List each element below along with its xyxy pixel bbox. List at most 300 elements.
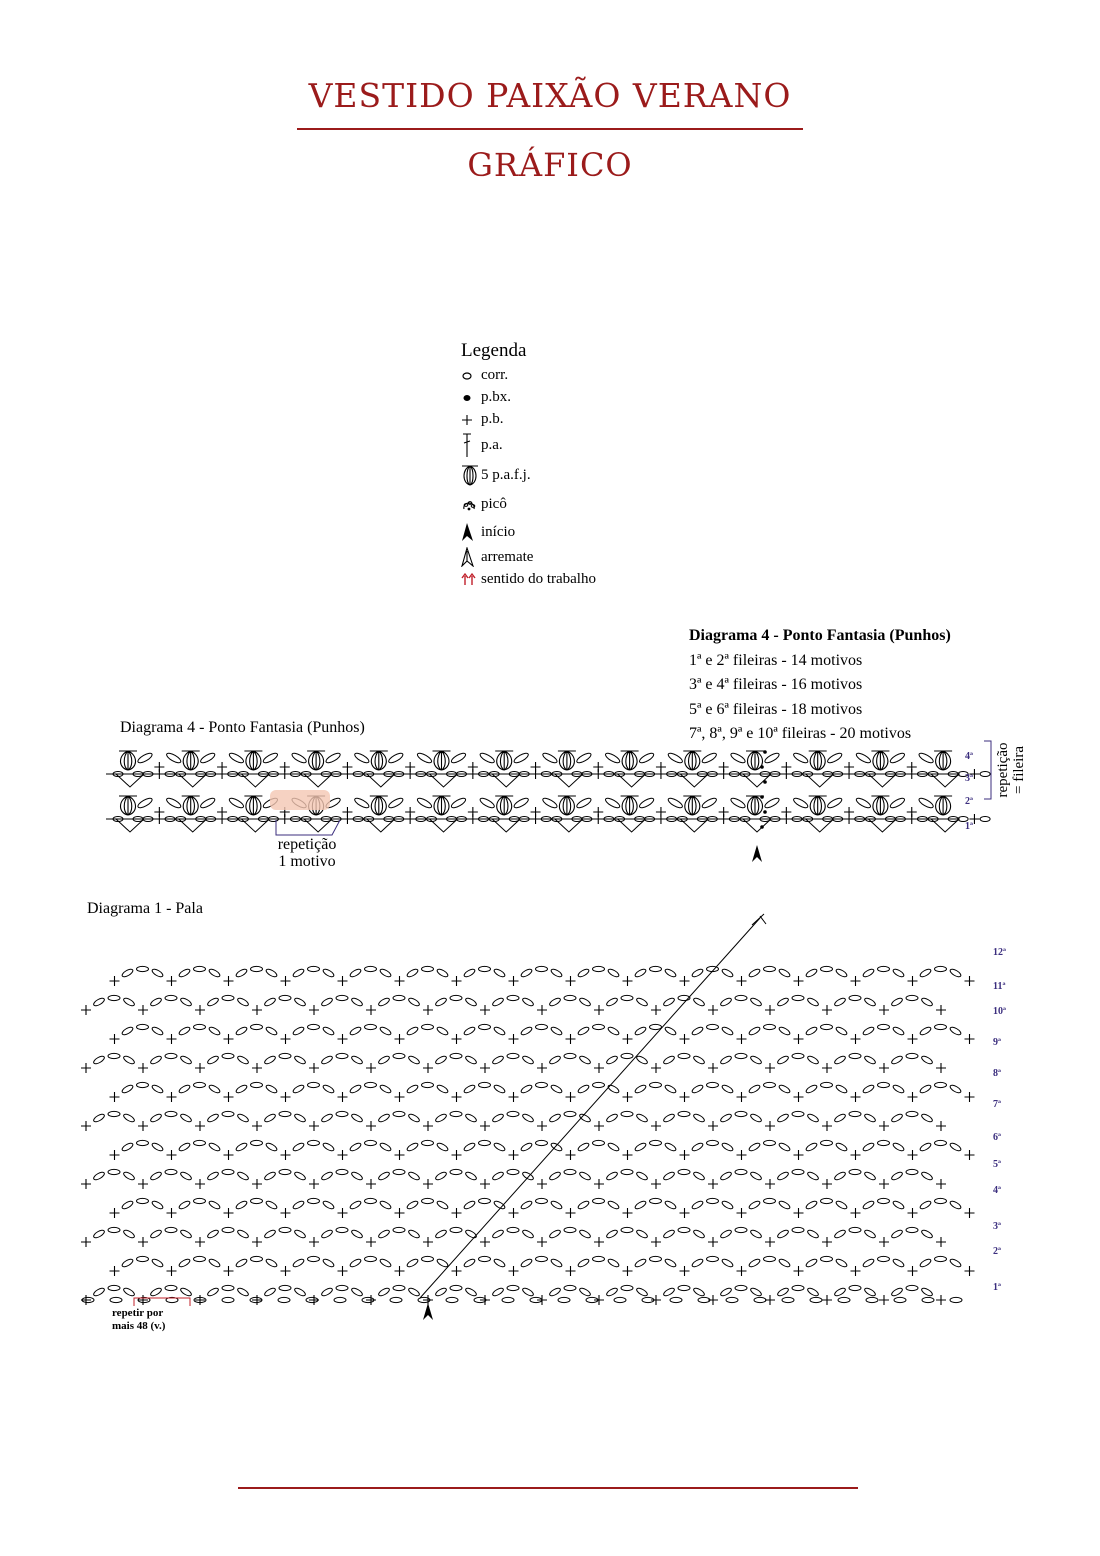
cluster-stitch-mark	[871, 796, 889, 815]
single-crochet-mark	[908, 1150, 918, 1160]
chain-stitch-mark	[549, 1287, 562, 1298]
chain-stitch-mark	[807, 1287, 820, 1298]
chain-stitch-mark	[321, 1171, 334, 1182]
chain-stitch-mark	[264, 1113, 277, 1124]
chain-stitch-mark	[821, 1256, 833, 1261]
single-crochet-mark	[509, 976, 519, 986]
chain-stitch-mark	[308, 1256, 320, 1261]
chain-stitch-mark	[577, 1084, 590, 1095]
single-crochet-mark	[395, 1266, 405, 1276]
chain-stitch-mark	[123, 1229, 136, 1240]
single-crochet-mark	[81, 1237, 91, 1247]
single-crochet-mark	[138, 1121, 148, 1131]
chain-stitch-mark	[878, 1198, 890, 1203]
chain-stitch-mark	[720, 1229, 733, 1240]
chain-stitch-mark	[691, 1258, 704, 1269]
chain-stitch-mark	[492, 1055, 505, 1066]
chain-stitch-mark	[720, 1171, 733, 1182]
single-crochet-mark	[167, 976, 177, 986]
chain-stitch-mark	[208, 1142, 221, 1153]
chain-stitch-mark	[777, 1113, 790, 1124]
cluster-stitch-mark	[370, 751, 388, 770]
single-crochet-mark	[965, 1150, 975, 1160]
chain-stitch-mark	[222, 1227, 234, 1232]
chain-stitch-mark	[721, 1142, 734, 1153]
chain-stitch-mark	[208, 968, 221, 979]
chain-stitch-mark	[294, 1055, 307, 1066]
single-crochet-mark	[452, 1034, 462, 1044]
chain-stitch-mark	[121, 1200, 134, 1211]
chain-stitch-mark	[349, 1258, 362, 1269]
single-crochet-mark	[851, 976, 861, 986]
chain-stitch-mark	[792, 1227, 804, 1232]
single-crochet-mark	[452, 1266, 462, 1276]
chain-stitch-mark	[621, 1053, 633, 1058]
single-crochet-mark	[167, 1150, 177, 1160]
chain-stitch-mark	[387, 751, 404, 764]
chain-stitch-mark	[180, 997, 193, 1008]
chain-stitch-mark	[764, 1140, 776, 1145]
chain-stitch-mark	[849, 1169, 861, 1174]
chain-stitch-mark	[408, 1113, 421, 1124]
chain-stitch-mark	[792, 1111, 804, 1116]
chain-stitch-mark	[564, 1227, 576, 1232]
single-crochet-mark	[651, 1179, 661, 1189]
chain-stitch-mark	[748, 1200, 761, 1211]
single-crochet-mark	[110, 1208, 120, 1218]
chain-stitch-mark	[564, 1111, 576, 1116]
single-crochet-mark	[879, 1295, 889, 1305]
chain-stitch-mark	[379, 1026, 392, 1037]
chain-stitch-mark	[151, 1200, 164, 1211]
single-crochet-mark	[594, 1005, 604, 1015]
chain-stitch-mark	[663, 1229, 676, 1240]
chain-stitch-mark	[151, 1084, 164, 1095]
chain-stitch-mark	[826, 751, 843, 764]
chain-stitch-mark	[507, 995, 519, 1000]
single-crochet-mark	[366, 1179, 376, 1189]
chain-stitch-mark	[949, 1084, 962, 1095]
chain-stitch-mark	[194, 1140, 206, 1145]
chain-stitch-mark	[778, 1142, 791, 1153]
chain-stitch-mark	[663, 1171, 676, 1182]
chain-stitch-mark	[777, 997, 790, 1008]
chain-stitch-mark	[378, 1229, 391, 1240]
chain-stitch-mark	[279, 1169, 291, 1174]
chain-stitch-mark	[463, 1142, 476, 1153]
diagram1-row-label: 12ª	[993, 947, 1006, 958]
chain-stitch-mark	[878, 1082, 890, 1087]
cluster-stitch-icon	[461, 463, 479, 487]
chain-stitch-mark	[479, 751, 496, 764]
chain-stitch-mark	[730, 751, 747, 764]
chain-stitch-mark	[108, 995, 120, 1000]
chain-stitch-mark	[353, 796, 370, 809]
chain-stitch-mark	[664, 1084, 677, 1095]
chain-stitch-mark	[108, 1053, 120, 1058]
chain-stitch-mark	[450, 751, 467, 764]
chain-stitch-mark	[199, 796, 216, 809]
chain-stitch-mark	[707, 1024, 719, 1029]
start-arrow-mark	[423, 1303, 433, 1320]
chain-stitch-mark	[606, 997, 619, 1008]
chain-stitch-mark	[735, 1227, 747, 1232]
single-crochet-mark	[395, 1208, 405, 1218]
single-crochet-mark	[765, 1121, 775, 1131]
chain-stitch-mark	[379, 1084, 392, 1095]
chain-stitch-mark	[864, 1287, 877, 1298]
chain-stitch-mark	[465, 1171, 478, 1182]
single-crochet-mark	[309, 1121, 319, 1131]
chain-stitch-mark	[151, 1258, 164, 1269]
chain-stitch-mark	[493, 1142, 506, 1153]
slip-stitch-mark	[763, 810, 767, 814]
chain-stitch-mark	[862, 1142, 875, 1153]
chain-stitch-mark	[604, 796, 621, 809]
single-crochet-mark	[366, 1121, 376, 1131]
single-crochet-mark	[480, 1295, 490, 1305]
chain-stitch-mark	[834, 1287, 847, 1298]
single-crochet-mark	[452, 976, 462, 986]
chain-stitch-mark	[265, 1026, 278, 1037]
single-crochet-mark	[509, 1208, 519, 1218]
chain-stitch-mark	[150, 1171, 163, 1182]
chain-stitch-mark	[607, 1026, 620, 1037]
chain-stitch-mark	[549, 997, 562, 1008]
single-crochet-mark	[623, 1208, 633, 1218]
chain-stitch-mark	[593, 1140, 605, 1145]
single-crochet-mark	[965, 1208, 975, 1218]
chain-stitch-mark	[579, 1229, 592, 1240]
chain-stitch-mark	[493, 968, 506, 979]
diagram1-row-label: 5ª	[993, 1159, 1001, 1170]
chain-stitch-mark	[821, 966, 833, 971]
single-crochet-mark	[195, 1237, 205, 1247]
chain-stitch-mark	[237, 1055, 250, 1066]
chain-stitch-mark	[550, 1258, 563, 1269]
chain-stitch-mark	[513, 796, 530, 809]
cluster-stitch-mark	[746, 796, 764, 815]
single-crochet-mark	[338, 1150, 348, 1160]
legend	[461, 340, 596, 590]
cluster-stitch-mark	[182, 796, 200, 815]
start-arrow-mark	[752, 845, 762, 862]
single-crochet-mark	[81, 1179, 91, 1189]
chain-stitch-mark	[707, 1198, 719, 1203]
single-crochet-mark	[908, 976, 918, 986]
chain-stitch-mark	[892, 1142, 905, 1153]
chain-stitch-mark	[520, 1026, 533, 1037]
diagram4-repeat-line: repetição	[277, 836, 337, 853]
single-crochet-mark	[651, 1295, 661, 1305]
chain-stitch-mark	[194, 1198, 206, 1203]
chain-stitch-mark	[693, 1113, 706, 1124]
chain-stitch-mark	[137, 966, 149, 971]
chain-stitch-mark	[336, 1111, 348, 1116]
chain-stitch-mark	[593, 966, 605, 971]
diagram1-row-label: 9ª	[993, 1037, 1001, 1048]
single-crochet-mark	[224, 1208, 234, 1218]
chain-stitch-mark	[450, 1285, 462, 1290]
single-crochet-mark	[680, 1150, 690, 1160]
chain-stitch-mark	[664, 1026, 677, 1037]
chain-stitch-mark	[123, 1287, 136, 1298]
chain-stitch-mark	[663, 997, 676, 1008]
chain-stitch-mark	[279, 1053, 291, 1058]
chain-stitch-mark	[222, 1053, 234, 1058]
cluster-stitch-mark	[621, 796, 639, 815]
chain-stitch-mark	[735, 1169, 747, 1174]
diagram4-info-line: 7ª, 8ª, 9ª e 10ª fileiras - 20 motivos	[689, 725, 912, 742]
cluster-stitch-mark	[433, 796, 451, 815]
single-crochet-mark	[195, 1005, 205, 1015]
chain-stitch-mark	[435, 997, 448, 1008]
diagram4-side-line: = fileira	[1011, 745, 1027, 795]
chain-stitch-mark	[778, 968, 791, 979]
chain-stitch-mark	[479, 796, 496, 809]
single-crochet-mark	[224, 1092, 234, 1102]
single-crochet-mark	[566, 1092, 576, 1102]
diagram4-repeat-label	[262, 836, 352, 870]
single-crochet-mark	[708, 1063, 718, 1073]
single-crochet-mark	[879, 1063, 889, 1073]
chain-stitch-mark	[492, 1287, 505, 1298]
chain-stitch-mark	[691, 1026, 704, 1037]
chain-stitch-mark	[264, 1171, 277, 1182]
chain-stitch-mark	[522, 1113, 535, 1124]
diagram1-repeat-note	[112, 1307, 165, 1333]
chain-stitch-mark	[436, 1200, 449, 1211]
chain-stitch-mark	[650, 1082, 662, 1087]
chain-stitch-mark	[151, 968, 164, 979]
chain-stitch-mark	[207, 1113, 220, 1124]
chain-stitch-mark	[235, 1258, 248, 1269]
single-crochet-mark	[110, 1034, 120, 1044]
diagram1-row-label: 2ª	[993, 1246, 1001, 1257]
chain-stitch-mark	[194, 1082, 206, 1087]
chain-stitch-mark	[878, 966, 890, 971]
single-crochet-mark	[566, 1208, 576, 1218]
chain-stitch-mark	[664, 1258, 677, 1269]
chain-stitch-mark	[292, 1200, 305, 1211]
legend-item	[461, 568, 596, 590]
chain-stitch-mark	[336, 1227, 348, 1232]
legend-label: arremate	[481, 548, 534, 565]
single-crochet-mark	[395, 976, 405, 986]
single-crochet-mark	[851, 1266, 861, 1276]
single-crochet-icon	[461, 412, 479, 426]
slip-stitch-icon	[461, 390, 479, 404]
single-crochet-mark	[765, 1179, 775, 1189]
single-crochet-mark	[81, 1063, 91, 1073]
chain-stitch-mark	[849, 995, 861, 1000]
chain-stitch-mark	[921, 1287, 934, 1298]
chain-stitch-mark	[792, 1053, 804, 1058]
chain-stitch-mark	[807, 1055, 820, 1066]
finish-arrow-icon	[461, 547, 479, 567]
single-crochet-mark	[765, 1063, 775, 1073]
chain-stitch-mark	[365, 1140, 377, 1145]
chain-stitch-mark	[906, 995, 918, 1000]
chain-stitch-mark	[636, 1287, 649, 1298]
single-crochet-mark	[879, 1005, 889, 1015]
single-crochet-mark	[851, 1034, 861, 1044]
single-crochet-mark	[423, 1063, 433, 1073]
chain-stitch-mark	[265, 1084, 278, 1095]
chain-stitch-mark	[664, 1200, 677, 1211]
chain-stitch-mark	[593, 1024, 605, 1029]
chain-stitch-mark	[291, 751, 308, 764]
single-crochet-mark	[908, 1034, 918, 1044]
chain-stitch-mark	[436, 1142, 449, 1153]
cluster-stitch-mark	[934, 796, 952, 815]
chain-stitch-mark	[892, 968, 905, 979]
single-crochet-mark	[794, 1092, 804, 1102]
chain-stitch-mark	[606, 1113, 619, 1124]
chain-stitch-mark	[918, 796, 935, 809]
chain-stitch-mark	[262, 751, 279, 764]
chain-stitch-mark	[522, 1055, 535, 1066]
chain-stitch-mark	[721, 1258, 734, 1269]
single-crochet-mark	[623, 1034, 633, 1044]
chain-stitch-mark	[950, 1297, 962, 1302]
chain-stitch-mark	[121, 1026, 134, 1037]
slip-stitch-mark	[763, 750, 767, 754]
single-crochet-mark	[395, 1150, 405, 1160]
chain-stitch-mark	[691, 968, 704, 979]
chain-stitch-mark	[436, 1026, 449, 1037]
diagram4-row-label: 1ª	[965, 821, 973, 832]
chain-stitch-mark	[408, 1287, 421, 1298]
chain-stitch-mark	[137, 796, 154, 809]
chain-stitch-mark	[108, 1111, 120, 1116]
chain-stitch-mark	[121, 1258, 134, 1269]
chain-stitch-mark	[593, 1198, 605, 1203]
chain-stitch-mark	[577, 1026, 590, 1037]
chain-stitch-mark	[422, 966, 434, 971]
single-crochet-mark	[965, 1092, 975, 1102]
chain-stitch-mark	[406, 1026, 419, 1037]
chain-stitch-mark	[336, 1285, 348, 1290]
cluster-stitch-mark	[495, 796, 513, 815]
chain-stitch-mark	[279, 995, 291, 1000]
chain-stitch-mark	[748, 968, 761, 979]
chain-stitch-mark	[463, 1200, 476, 1211]
chain-stitch-mark	[513, 751, 530, 764]
chain-stitch-mark	[807, 1229, 820, 1240]
page-subtitle: GRÁFICO	[467, 146, 633, 184]
chain-stitch-mark	[735, 995, 747, 1000]
chain-stitch-mark	[849, 1111, 861, 1116]
chain-stitch-mark	[222, 1111, 234, 1116]
chain-stitch-mark	[550, 1200, 563, 1211]
chain-stitch-mark	[265, 968, 278, 979]
chain-stitch-mark	[906, 1111, 918, 1116]
double-crochet-icon	[461, 432, 479, 458]
chain-stitch-mark	[720, 1055, 733, 1066]
chain-stitch-mark	[678, 1285, 690, 1290]
legend-label: corr.	[481, 366, 509, 383]
chain-stitch-mark	[919, 1084, 932, 1095]
chain-stitch-mark	[805, 968, 818, 979]
chain-stitch-mark	[93, 997, 106, 1008]
chain-stitch-mark	[707, 1140, 719, 1145]
single-crochet-mark	[737, 1208, 747, 1218]
chain-stitch-mark	[691, 1200, 704, 1211]
chain-stitch-mark	[378, 1113, 391, 1124]
chain-stitch-mark	[891, 1113, 904, 1124]
legend-item	[461, 386, 596, 408]
chain-stitch-mark	[463, 1084, 476, 1095]
chain-stitch-mark	[406, 1084, 419, 1095]
chain-stitch-mark	[593, 1082, 605, 1087]
chain-stitch-mark	[748, 1026, 761, 1037]
chain-stitch-mark	[778, 1200, 791, 1211]
chain-stitch-mark	[237, 1113, 250, 1124]
chain-stitch-mark	[393, 1111, 405, 1116]
single-crochet-mark	[680, 1208, 690, 1218]
chain-stitch-mark	[393, 1053, 405, 1058]
chain-stitch-mark	[121, 1084, 134, 1095]
chain-stitch-mark	[670, 1297, 682, 1302]
chain-stitch-mark	[322, 1142, 335, 1153]
chain-stitch-mark	[178, 1142, 191, 1153]
chain-stitch-mark	[365, 1024, 377, 1029]
chain-stitch-mark	[636, 1113, 649, 1124]
chain-stitch-mark	[707, 1256, 719, 1261]
chain-stitch-mark	[805, 1200, 818, 1211]
chain-stitch-mark	[278, 1297, 290, 1302]
chain-stitch-mark	[536, 1024, 548, 1029]
chain-stitch-mark	[265, 1142, 278, 1153]
chain-stitch-mark	[522, 1229, 535, 1240]
chain-stitch-mark	[351, 1171, 364, 1182]
cluster-stitch-mark	[558, 751, 576, 770]
chain-stitch-mark	[549, 1229, 562, 1240]
chain-stitch-mark	[663, 1287, 676, 1298]
chain-stitch-mark	[935, 1082, 947, 1087]
single-crochet-mark	[252, 1179, 262, 1189]
cluster-stitch-mark	[683, 796, 701, 815]
repeat-bracket	[134, 1298, 190, 1306]
chain-stitch-mark	[835, 1200, 848, 1211]
chain-stitch-mark	[121, 1142, 134, 1153]
chain-stitch-mark	[949, 1142, 962, 1153]
chain-stitch-mark	[349, 1084, 362, 1095]
chain-stitch-mark	[862, 968, 875, 979]
chain-stitch-mark	[549, 1113, 562, 1124]
chain-stitch-mark	[492, 1229, 505, 1240]
single-crochet-mark	[737, 1092, 747, 1102]
cluster-stitch-mark	[370, 796, 388, 815]
single-crochet-mark	[879, 1237, 889, 1247]
chain-stitch-mark	[325, 751, 342, 764]
chain-stitch-mark	[178, 968, 191, 979]
legend-label: p.bx.	[481, 388, 511, 405]
chain-stitch-mark	[777, 1055, 790, 1066]
chain-stitch-mark	[520, 968, 533, 979]
chain-stitch-mark	[835, 1142, 848, 1153]
chain-stitch-mark	[621, 1227, 633, 1232]
chain-stitch-mark	[821, 1198, 833, 1203]
chain-stitch-mark	[465, 1113, 478, 1124]
chain-stitch-mark	[378, 1287, 391, 1298]
chain-stitch-mark	[650, 1256, 662, 1261]
chain-stitch-mark	[322, 1200, 335, 1211]
chain-stitch-mark	[849, 1227, 861, 1232]
chain-stitch-mark	[636, 997, 649, 1008]
chain-stitch-mark	[621, 995, 633, 1000]
